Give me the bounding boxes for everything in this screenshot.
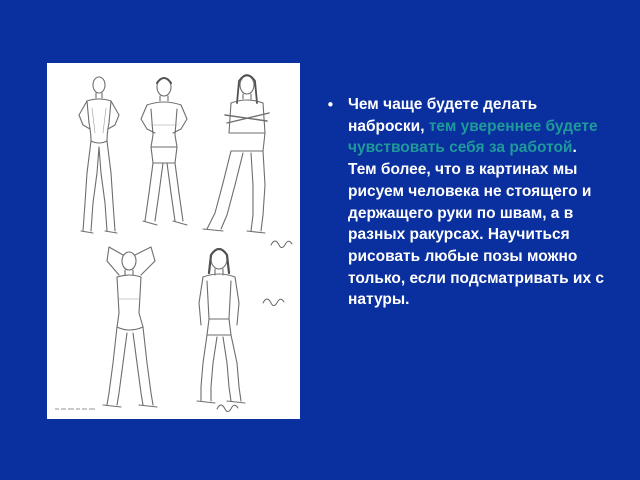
bullet-item xyxy=(325,94,607,311)
text-part-1: Чем чаще будете делать наброски, xyxy=(348,96,538,135)
signature-scribble-1 xyxy=(271,241,292,248)
figure-sketches-image xyxy=(47,63,300,419)
signature-scribble-2 xyxy=(263,299,284,306)
bullet-paragraph xyxy=(348,94,607,311)
text-block xyxy=(325,94,607,311)
sketch-figure-1 xyxy=(79,77,119,233)
text-part-2: . Тем более, что в картинах мы рисуем человека не стоящего и держащего руки по швам, а в разных ракурсах. Научиться рисовать любые позы можно только, если подсматривать их с натуры. xyxy=(348,139,604,309)
sketch-figure-5 xyxy=(197,249,245,403)
text-accent: тем увереннее будете чувствовать себя за работой xyxy=(348,117,598,157)
signature-scribble-3 xyxy=(217,405,238,412)
sketch-figure-3 xyxy=(203,75,269,233)
sketch-figure-4 xyxy=(103,247,157,407)
sketch-figure-2 xyxy=(141,78,187,225)
bullet-marker: • xyxy=(326,96,335,114)
figure-sketches-drawing xyxy=(47,63,300,419)
